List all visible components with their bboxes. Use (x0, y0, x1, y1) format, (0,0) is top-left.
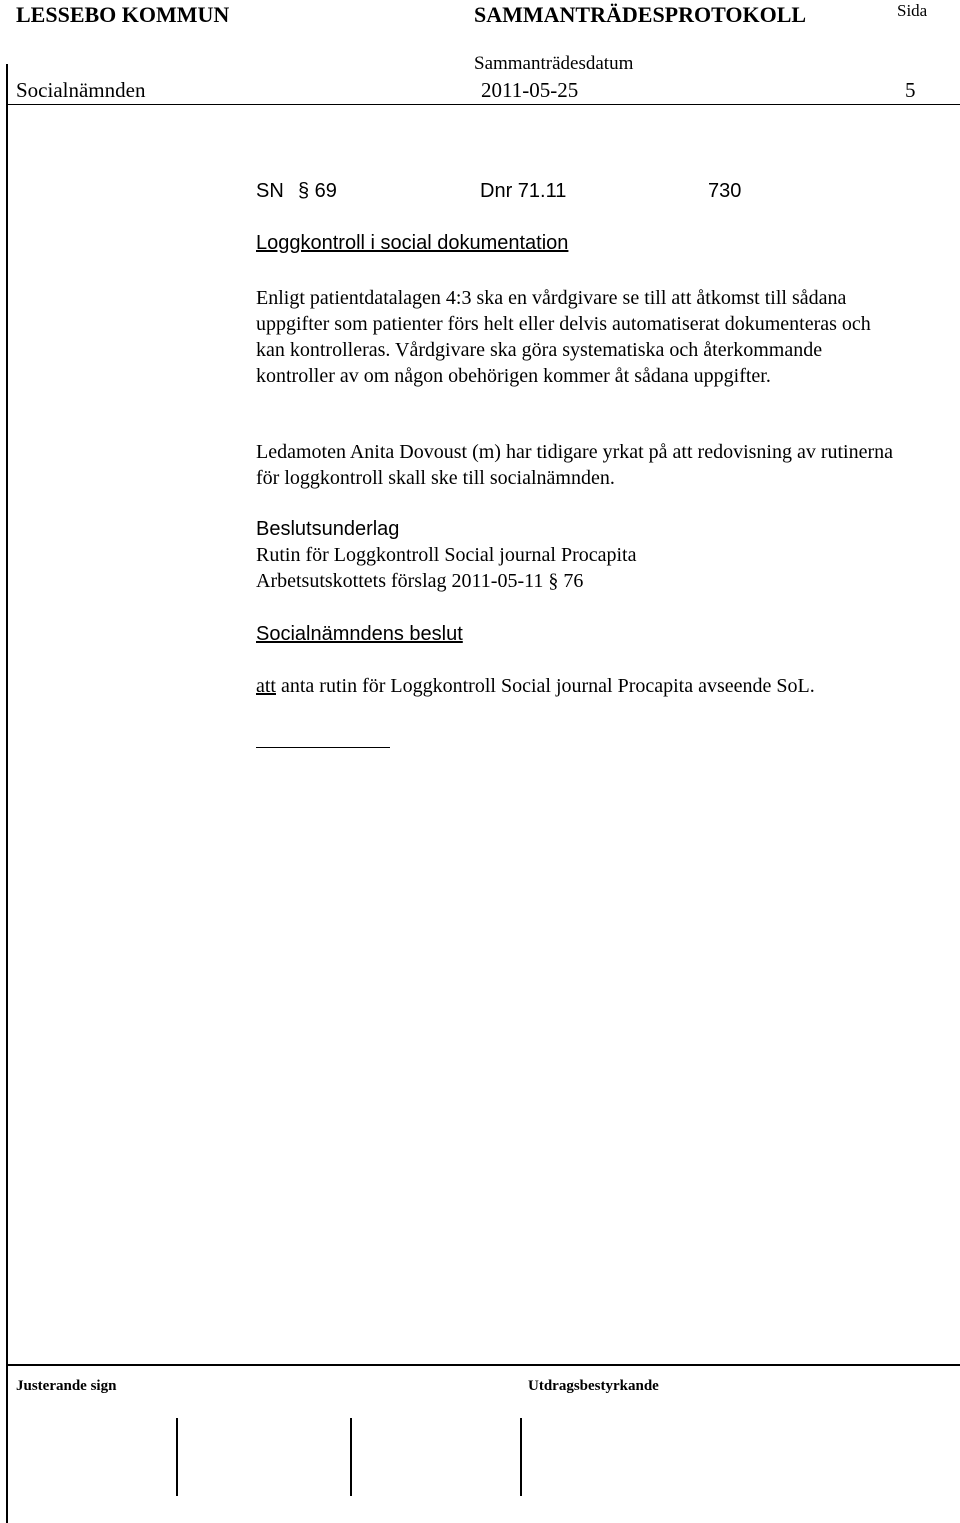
frame-left-border (6, 64, 8, 1523)
utdragsbestyrkande-label: Utdragsbestyrkande (528, 1378, 659, 1394)
decision-body: anta rutin för Loggkontroll Social journal Procapita avseende SoL. (276, 675, 815, 697)
document-type: SAMMANTRÄDESPROTOKOLL (474, 2, 807, 27)
body-paragraph: Enligt patientdatalagen 4:3 ska en vårdgivare se till att åtkomst till sådana uppgifter som patienter förs helt eller delvis automatiserat dokumenteras och kan kontrolleras. Vårdgivare ska göra systematiska och återkommande kontroller av om någon obehörigen kommer åt sådana uppgifter. (256, 287, 871, 387)
meeting-date: 2011-05-25 (481, 78, 579, 102)
case-section: § 69 (298, 180, 337, 202)
case-code: 730 (708, 180, 742, 202)
decision-att: att (256, 675, 276, 697)
committee-name: Socialnämnden (16, 78, 146, 102)
case-prefix: SN (256, 180, 284, 202)
basis-item: Rutin för Loggkontroll Social journal Procapita (256, 544, 637, 566)
page-number: 5 (905, 78, 916, 102)
item-title: Loggkontroll i social dokumentation (256, 232, 569, 254)
basis-heading: Beslutsunderlag (256, 518, 400, 540)
signature-box-divider (520, 1418, 522, 1496)
signature-box-divider (350, 1418, 352, 1496)
body-paragraph: Ledamoten Anita Dovoust (m) har tidigare yrkat på att redovisning av rutinerna för loggkontroll skall ske till socialnämnden. (256, 441, 894, 489)
section-end-rule (256, 747, 390, 748)
decision-heading: Socialnämndens beslut (256, 623, 463, 645)
basis-item: Arbetsutskottets förslag 2011-05-11 § 76 (256, 570, 584, 592)
decision-text (256, 673, 896, 699)
page-label: Sida (897, 1, 928, 20)
signature-box-divider (176, 1418, 178, 1496)
case-dnr: Dnr 71.11 (480, 180, 567, 202)
footer-divider (6, 1364, 960, 1366)
justerande-sign-label: Justerande sign (16, 1378, 117, 1394)
meeting-date-label: Sammanträdesdatum (474, 53, 634, 74)
header-divider (6, 104, 960, 105)
municipality-name: LESSEBO KOMMUN (16, 2, 230, 27)
